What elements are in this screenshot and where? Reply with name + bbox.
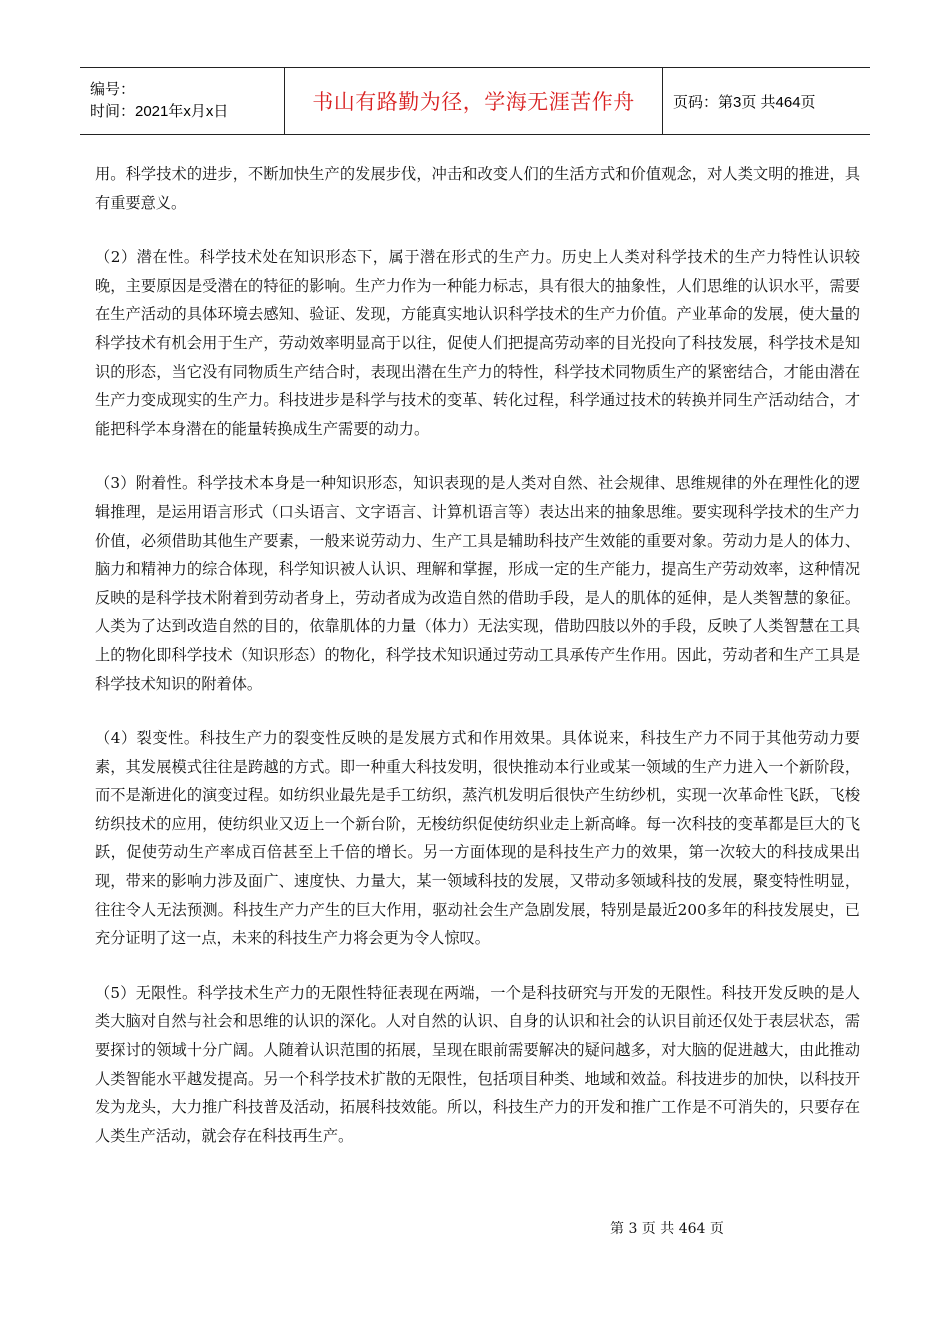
header-number-label: 编号： xyxy=(90,81,136,98)
document-header xyxy=(80,67,870,135)
header-page-label: 页码：第3页 共464页 xyxy=(673,93,816,111)
document-body xyxy=(95,160,860,1150)
header-motto-cell xyxy=(285,68,663,134)
header-motto: 书山有路勤为径，学海无涯苦作舟 xyxy=(312,91,635,114)
paragraph: （5）无限性。科学技术生产力的无限性特征表现在两端，一个是科技研究与开发的无限性。科技开发反映的是人类大脑对自然与社会和思维的认识的深化。人对自然的认识、自身的认识和社会的认识目前还仅处于表层状态，需要探讨的领域十分广阔。人随着认识范围的拓展，呈现在眼前需要解决的疑问越多，对大脑的促进越大，由此推动人类智能水平越发提高。另一个科学技术扩散的无限性，包括项目种类、地域和效益。科技进步的加快，以科技开发为龙头，大力推广科技普及活动，拓展科技效能。所以，科技生产力的开发和推广工作是不可消失的，只要存在人类生产活动，就会存在科技再生产。 xyxy=(95,983,860,1145)
paragraph: 用。科学技术的进步，不断加快生产的发展步伐，冲击和改变人们的生活方式和价值观念，对人类文明的推进，具有重要意义。 xyxy=(95,165,860,212)
paragraph: （4）裂变性。科技生产力的裂变性反映的是发展方式和作用效果。具体说来，科技生产力不同于其他劳动力要素，其发展模式往往是跨越的方式。即一种重大科技发明，很快推动本行业或某一领域的生产力进入一个新阶段，而不是渐进化的演变过程。如纺织业最先是手工纺织，蒸汽机发明后很快产生纺纱机，实现一次革命性飞跃，飞梭纺织技术的应用，使纺织业又迈上一个新台阶，无梭纺织促使纺织业走上新高峰。每一次科技的变革都是巨大的飞跃，促使劳动生产率成百倍甚至上千倍的增长。另一方面体现的是科技生产力的效果，第一次较大的科技成果出现，带来的影响力涉及面广、速度快、力量大，某一领域科技的发展，又带动多领域科技的发展，聚变特性明显，往往令人无法预测。科技生产力产生的巨大作用，驱动社会生产急剧发展，特别是最近200多年的科技发展史，已充分证明了这一点，未来的科技生产力将会更为令人惊叹。 xyxy=(95,729,860,948)
header-page-cell xyxy=(663,68,870,134)
paragraph: （2）潜在性。科学技术处在知识形态下，属于潜在形式的生产力。历史上人类对科学技术的生产力特性认识较晚，主要原因是受潜在的特征的影响。生产力作为一种能力标志，具有很大的抽象性，人们思维的认识水平，需要在生产活动的具体环境去感知、验证、发现，方能真实地认识科学技术的生产力价值。产业革命的发展，使大量的科学技术有机会用于生产，劳动效率明显高于以往，促使人们把提高劳动率的目光投向了科技发展，科学技术是知识的形态，当它没有同物质生产结合时，表现出潜在生产力的特性，科学技术同物质生产的紧密结合，才能由潜在生产力变成现实的生产力。科技进步是科学与技术的变革、转化过程，科学通过技术的转换并同生产活动结合，才能把科学本身潜在的能量转换成生产需要的动力。 xyxy=(95,248,860,438)
page-footer: 第 3 页 共 464 页 xyxy=(610,1221,724,1237)
header-meta xyxy=(80,68,285,134)
header-date-label: 时间：2021年x月x日 xyxy=(90,103,229,120)
paragraph: （3）附着性。科学技术本身是一种知识形态，知识表现的是人类对自然、社会规律、思维规律的外在理性化的逻辑推理，是运用语言形式（口头语言、文字语言、计算机语言等）表达出来的抽象思维。要实现科学技术的生产力价值，必须借助其他生产要素，一般来说劳动力、生产工具是辅助科技产生效能的重要对象。劳动力是人的体力、脑力和精神力的综合体现，科学知识被人认识、理解和掌握，形成一定的生产能力，提高生产劳动效率，这种情况反映的是科学技术附着到劳动者身上，劳动者成为改造自然的借助手段，是人的肌体的延伸，是人类智慧的象征。人类为了达到改造自然的目的，依靠肌体的力量（体力）无法实现，借助四肢以外的手段，反映了人类智慧在工具上的物化即科学技术（知识形态）的物化，科学技术知识通过劳动工具承传产生作用。因此，劳动者和生产工具是科学技术知识的附着体。 xyxy=(95,474,860,693)
